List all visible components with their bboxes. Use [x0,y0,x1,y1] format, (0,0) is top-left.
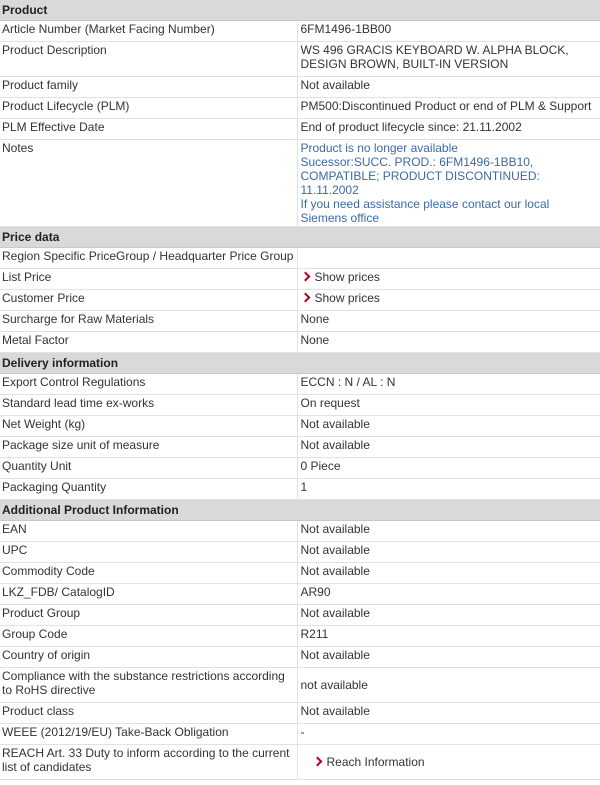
table-row-notes [0,140,600,227]
row-value [297,290,600,311]
table-row [0,458,600,479]
section-title: Delivery information [0,353,600,374]
row-value: ECCN : N / AL : N [297,374,600,395]
link-label: Show prices [314,291,380,305]
table-row [0,479,600,500]
row-value: Not available [297,416,600,437]
row-value [297,269,600,290]
section-title: Price data [0,227,600,248]
chevron-right-icon [300,293,310,303]
table-row [0,437,600,458]
section-title: Additional Product Information [0,500,600,521]
label-line: REACH Art. 33 Duty to inform according to the current [2,746,290,760]
row-label: Packaging Quantity [0,479,297,500]
row-value: not available [297,668,600,703]
row-label: EAN [0,521,297,542]
row-value: 0 Piece [297,458,600,479]
table-row [0,311,600,332]
table-row [0,542,600,563]
row-label: Article Number (Market Facing Number) [0,21,297,42]
row-value [297,248,600,269]
note-line: If you need assistance please contact our local [300,197,550,211]
table-row [0,119,600,140]
table-row [0,42,600,77]
chevron-right-icon [312,757,322,767]
table-row [0,745,600,780]
row-label: Quantity Unit [0,458,297,479]
reach-information-link[interactable] [301,755,425,769]
row-value: Not available [297,542,600,563]
row-label: LKZ_FDB/ CatalogID [0,584,297,605]
section-header-price [0,227,600,248]
row-label: Region Specific PriceGroup / Headquarter Price Group [0,248,297,269]
table-row [0,605,600,626]
table-row [0,521,600,542]
row-label: Product Group [0,605,297,626]
row-value: Not available [297,605,600,626]
row-label: List Price [0,269,297,290]
show-prices-list-link[interactable] [301,270,380,284]
note-line: Product is no longer available [300,141,458,155]
row-value: 6FM1496-1BB00 [297,21,600,42]
section-header-additional [0,500,600,521]
row-label: Country of origin [0,647,297,668]
row-label: Product class [0,703,297,724]
row-value: None [297,311,600,332]
table-row [0,668,600,703]
row-label: Surcharge for Raw Materials [0,311,297,332]
row-label: Product family [0,77,297,98]
row-label: Standard lead time ex-works [0,395,297,416]
table-row [0,395,600,416]
row-label [0,668,297,703]
row-label: Product Description [0,42,297,77]
table-row [0,269,600,290]
table-row [0,703,600,724]
row-value: AR90 [297,584,600,605]
row-label [0,745,297,780]
note-line: 11.11.2002 [300,183,359,197]
table-row [0,647,600,668]
table-row [0,98,600,119]
row-value: On request [297,395,600,416]
row-label: Export Control Regulations [0,374,297,395]
table-row [0,374,600,395]
table-row [0,248,600,269]
label-line: to RoHS directive [2,683,96,697]
table-row [0,290,600,311]
note-line: COMPATIBLE; PRODUCT DISCONTINUED: [300,169,540,183]
section-header-delivery [0,353,600,374]
row-value [297,745,600,780]
row-label: PLM Effective Date [0,119,297,140]
row-value: End of product lifecycle since: 21.11.2002 [297,119,600,140]
label-line: list of candidates [2,760,92,774]
table-row [0,416,600,437]
table-row [0,332,600,353]
row-label: Package size unit of measure [0,437,297,458]
row-value: Not available [297,647,600,668]
row-label: UPC [0,542,297,563]
link-label: Show prices [314,270,380,284]
show-prices-customer-link[interactable] [301,291,380,305]
table-row [0,21,600,42]
row-value: Not available [297,703,600,724]
row-label: Group Code [0,626,297,647]
value-line: WS 496 GRACIS KEYBOARD W. ALPHA BLOCK, [300,43,569,57]
row-label: WEEE (2012/19/EU) Take-Back Obligation [0,724,297,745]
note-line: Siemens office [300,211,379,225]
table-row [0,77,600,98]
table-row [0,563,600,584]
value-line: DESIGN BROWN, BUILT-IN VERSION [300,57,509,71]
row-value: Not available [297,521,600,542]
row-value: - [297,724,600,745]
row-value: 1 [297,479,600,500]
table-row [0,626,600,647]
label-line: Compliance with the substance restrictions according [2,669,285,683]
row-label: Commodity Code [0,563,297,584]
row-value: Not available [297,563,600,584]
row-label: Notes [0,140,297,227]
note-line: Sucessor:SUCC. PROD.: 6FM1496-1BB10, [300,155,534,169]
row-label: Net Weight (kg) [0,416,297,437]
table-row [0,584,600,605]
row-value: PM500:Discontinued Product or end of PLM & Support [297,98,600,119]
row-value: None [297,332,600,353]
chevron-right-icon [300,272,310,282]
row-value: Not available [297,437,600,458]
row-value: R211 [297,626,600,647]
section-header-product [0,0,600,21]
section-title: Product [0,0,600,21]
row-value [297,42,600,77]
row-label: Product Lifecycle (PLM) [0,98,297,119]
link-label: Reach Information [326,755,425,769]
table-row [0,724,600,745]
row-label: Customer Price [0,290,297,311]
row-value: Not available [297,77,600,98]
notes-value [297,140,600,227]
row-label: Metal Factor [0,332,297,353]
